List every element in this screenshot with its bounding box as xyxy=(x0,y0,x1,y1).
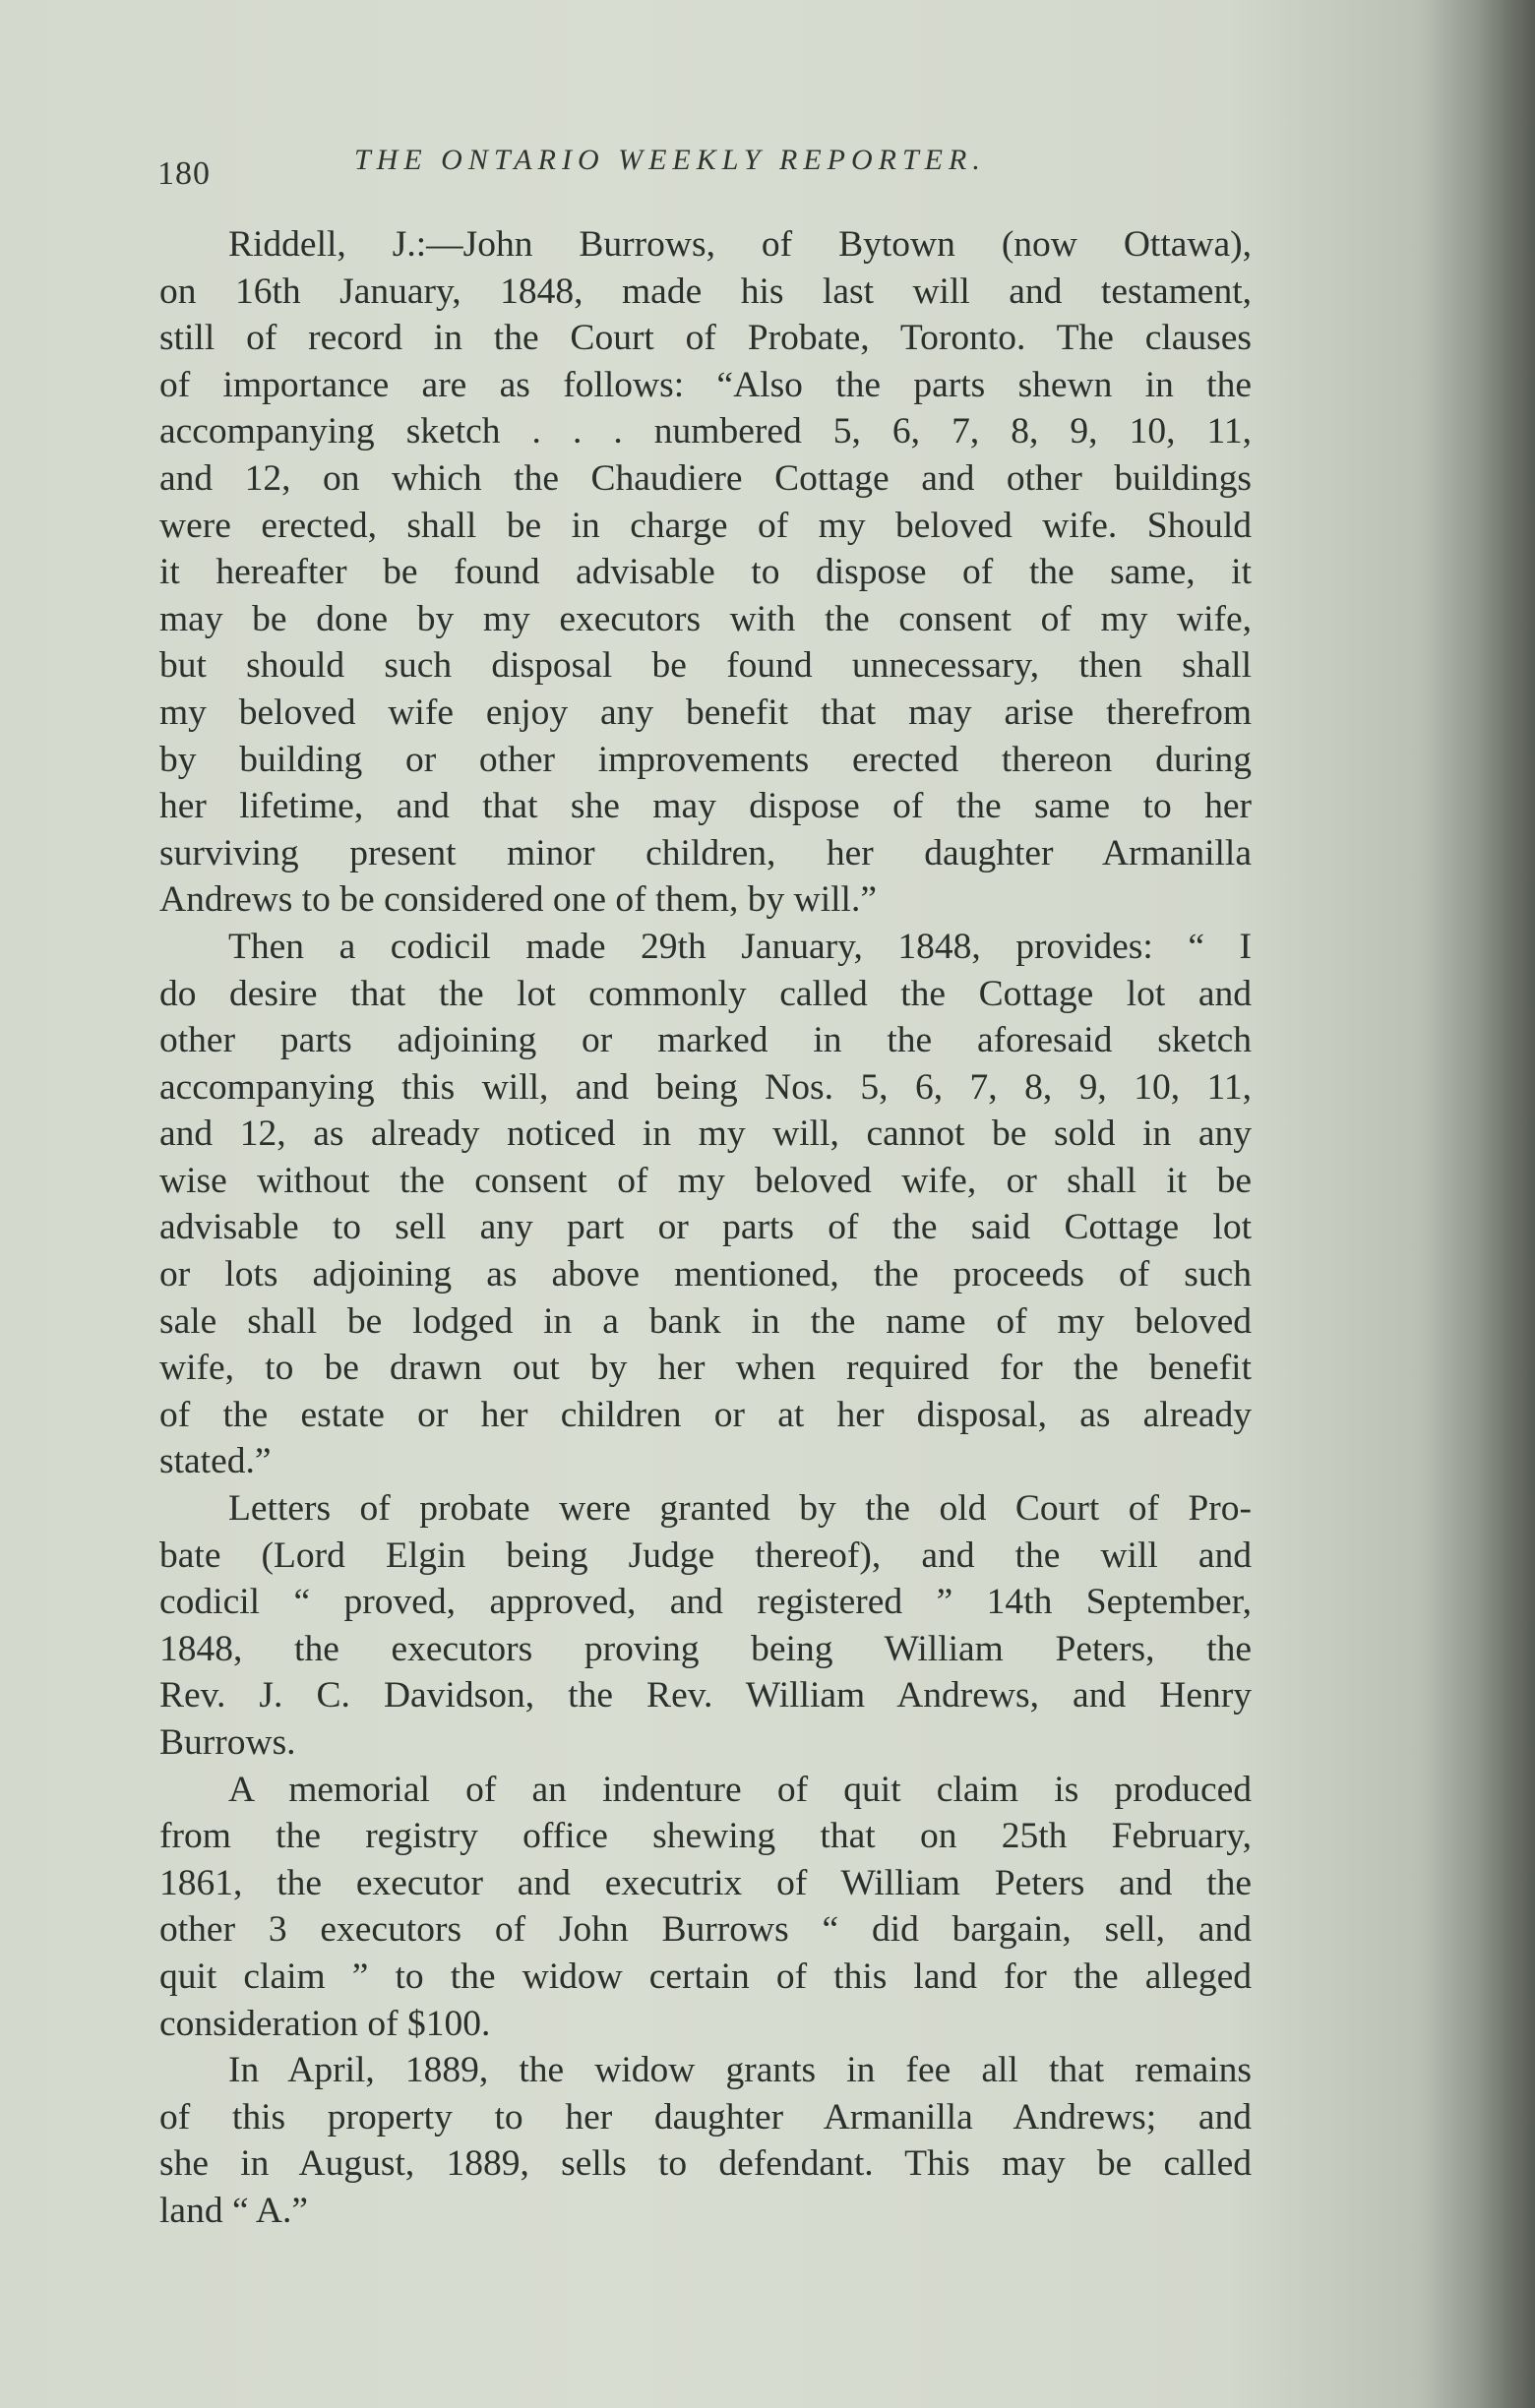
text-line: wife, to be drawn out by her when required for the benefit xyxy=(159,1348,1252,1389)
paragraph xyxy=(159,2047,1252,2234)
text-line: 1848, the executors proving being William Peters, the xyxy=(159,1628,1252,1669)
text-line: bate (Lord Elgin being Judge thereof), and the will and xyxy=(159,1535,1252,1576)
text-line: Andrews to be considered one of them, by will.” xyxy=(159,879,877,921)
paragraph xyxy=(159,924,1252,1485)
text-line: Riddell, J.:—John Burrows, of Bytown (now Ottawa), xyxy=(228,224,1252,265)
text-line: or lots adjoining as above mentioned, the proceeds of such xyxy=(159,1254,1252,1295)
text-line: her lifetime, and that she may dispose of the same to her xyxy=(159,786,1252,827)
text-line: sale shall be lodged in a bank in the name of my beloved xyxy=(159,1300,1252,1342)
text-line: In April, 1889, the widow grants in fee all that remains xyxy=(228,2050,1252,2091)
text-line: surviving present minor children, her daughter Armanilla xyxy=(159,832,1252,873)
text-line: stated.” xyxy=(159,1441,272,1482)
text-line: A memorial of an indenture of quit claim is produced xyxy=(228,1769,1252,1810)
page-header xyxy=(157,138,1250,197)
text-line: accompanying this will, and being Nos. 5, 6, 7, 8, 9, 10, 11, xyxy=(159,1066,1252,1108)
text-line: quit claim ” to the widow certain of this land for the alleged xyxy=(159,1956,1252,1997)
text-line: may be done by my executors with the consent of my wife, xyxy=(159,598,1252,639)
page-number: 180 xyxy=(157,155,211,192)
text-line: Burrows. xyxy=(159,1722,296,1763)
text-line: Then a codicil made 29th January, 1848, provides: “ I xyxy=(228,926,1252,967)
text-line: Letters of probate were granted by the old Court of Pro- xyxy=(228,1488,1252,1530)
text-line: do desire that the lot commonly called the Cottage lot and xyxy=(159,973,1252,1014)
text-line: were erected, shall be in charge of my beloved wife. Should xyxy=(159,505,1252,546)
text-line: it hereafter be found advisable to dispose of the same, it xyxy=(159,552,1252,593)
text-line: of the estate or her children or at her disposal, as already xyxy=(159,1394,1252,1435)
text-line: but should such disposal be found unnecessary, then shall xyxy=(159,645,1252,687)
text-line: accompanying sketch . . . numbered 5, 6, 7, 8, 9, 10, 11, xyxy=(159,411,1252,452)
text-line: land “ A.” xyxy=(159,2190,308,2231)
paragraph xyxy=(159,1485,1252,1767)
text-line: 1861, the executor and executrix of William Peters and the xyxy=(159,1862,1252,1903)
running-head: THE ONTARIO WEEKLY REPORTER. xyxy=(354,144,986,176)
text-line: Rev. J. C. Davidson, the Rev. William Andrews, and Henry xyxy=(159,1675,1252,1716)
text-line: and 12, as already noticed in my will, cannot be sold in any xyxy=(159,1114,1252,1155)
text-line: codicil “ proved, approved, and registered ” 14th September, xyxy=(159,1582,1252,1623)
text-line: from the registry office shewing that on 25th February, xyxy=(159,1816,1252,1857)
paragraph xyxy=(159,221,1252,924)
text-line: still of record in the Court of Probate, Toronto. The clauses xyxy=(159,318,1252,359)
text-line: other 3 executors of John Burrows “ did bargain, sell, and xyxy=(159,1909,1252,1951)
text-line: of this property to her daughter Armanilla Andrews; and xyxy=(159,2096,1252,2137)
paragraph xyxy=(159,1767,1252,2048)
text-line: other parts adjoining or marked in the aforesaid sketch xyxy=(159,1020,1252,1061)
text-line: and 12, on which the Chaudiere Cottage and other buildings xyxy=(159,457,1252,499)
body-text xyxy=(159,221,1252,2235)
text-line: by building or other improvements erected thereon during xyxy=(159,739,1252,780)
text-line: advisable to sell any part or parts of the said Cottage lot xyxy=(159,1207,1252,1248)
text-line: wise without the consent of my beloved wife, or shall it be xyxy=(159,1160,1252,1201)
text-line: on 16th January, 1848, made his last will and testament, xyxy=(159,271,1252,312)
text-line: my beloved wife enjoy any benefit that may arise therefrom xyxy=(159,692,1252,733)
text-line: consideration of $100. xyxy=(159,2003,491,2044)
text-line: of importance are as follows: “Also the parts shewn in the xyxy=(159,364,1252,405)
text-line: she in August, 1889, sells to defendant. This may be called xyxy=(159,2143,1252,2185)
spine-shadow xyxy=(1417,0,1535,2408)
